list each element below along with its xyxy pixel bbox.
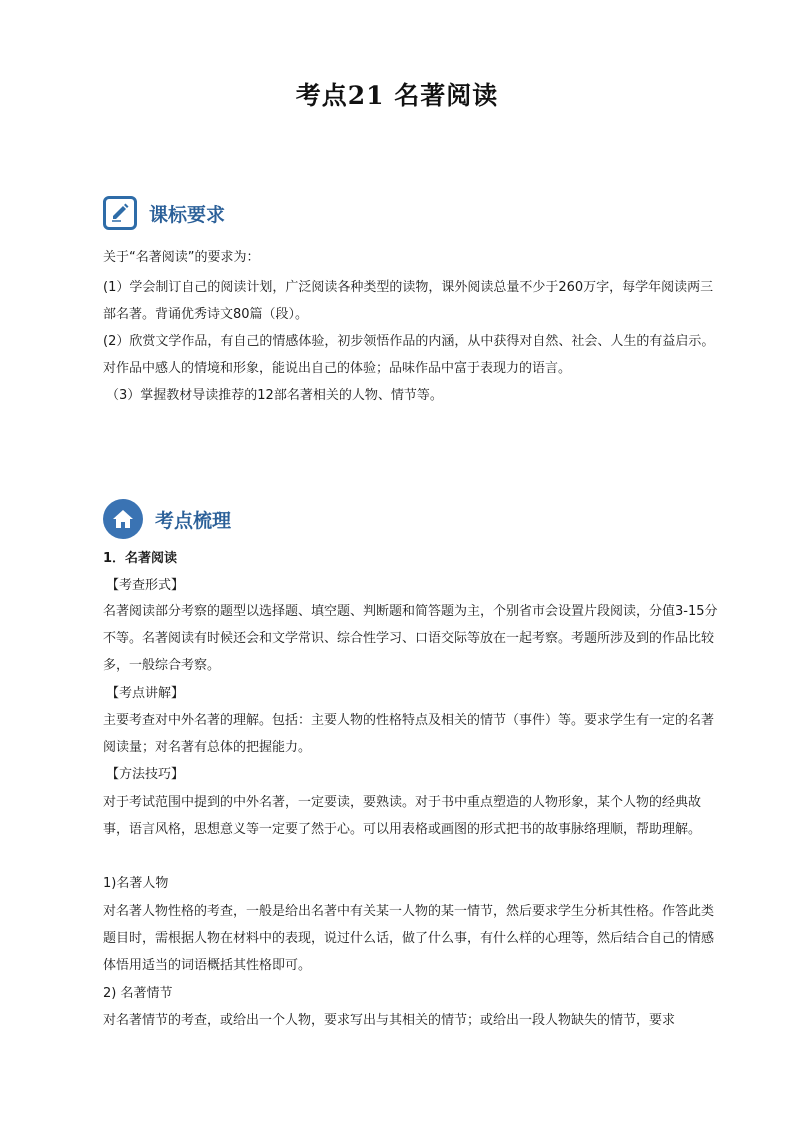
list-item-label: 2) 名著情节 [103,986,173,1001]
section-title: 课标要求 [149,203,226,226]
paragraph: (1）学会制订自己的阅读计划，广泛阅读各种类型的读物，课外阅读总量不少于260万字，每学年阅读两三部名著。背诵优秀诗文80篇（段）。 [103,280,714,322]
block-label: 【方法技巧】 [106,767,185,782]
list-item-label: 1)名著人物 [103,876,169,891]
paragraph: 名著阅读部分考察的题型以选择题、填空题、判断题和简答题为主，个别省市会设置片段阅读，分值3-15分不等。名著阅读有时候还会和文学常识、综合性学习、口语交际等放在一起考察。考题所涉及到的作品比较多，一般综合考察。 [103,604,718,673]
block-label: 【考点讲解】 [106,686,185,701]
paragraph: 关于“名著阅读”的要求为： [103,250,260,265]
paragraph: (2）欣赏文学作品，有自己的情感体验，初步领悟作品的内涵，从中获得对自然、社会、人生的有益启示。对作品中感人的情境和形象，能说出自己的体验；品味作品中富于表现力的语言。 [103,334,715,376]
paragraph: （3）掌握教材导读推荐的12部名著相关的人物、情节等。 [106,388,443,403]
paragraph: 主要考查对中外名著的理解。包括：主要人物的性格特点及相关的情节（事件）等。要求学生有一定的名著阅读量；对名著有总体的把握能力。 [103,713,715,755]
paragraph: 对名著情节的考查，或给出一个人物，要求写出与其相关的情节；或给出一段人物缺失的情节，要求 [103,1013,676,1028]
section-header-key-points [103,499,231,539]
subheading: 1．名著阅读 [103,551,178,566]
page-title: 考点21 名著阅读 [295,81,499,110]
block-label: 【考查形式】 [106,578,185,593]
home-icon [103,499,143,539]
paragraph: 对名著人物性格的考查，一般是给出名著中有关某一人物的某一情节，然后要求学生分析其性格。作答此类题目时，需根据人物在材料中的表现，说过什么话，做了什么事，有什么样的心理等，然后结合自己的情感体悟用适当的词语概括其性格即可。 [103,904,715,973]
section-header-requirements [103,193,225,233]
section-title: 考点梳理 [155,509,232,532]
paragraph: 对于考试范围中提到的中外名著，一定要读，要熟读。对于书中重点塑造的人物形象，某个人物的经典故事，语言风格，思想意义等一定要了然于心。可以用表格或画图的形式把书的故事脉络理顺，帮助理解。 [103,795,702,837]
pencil-icon [103,196,137,230]
